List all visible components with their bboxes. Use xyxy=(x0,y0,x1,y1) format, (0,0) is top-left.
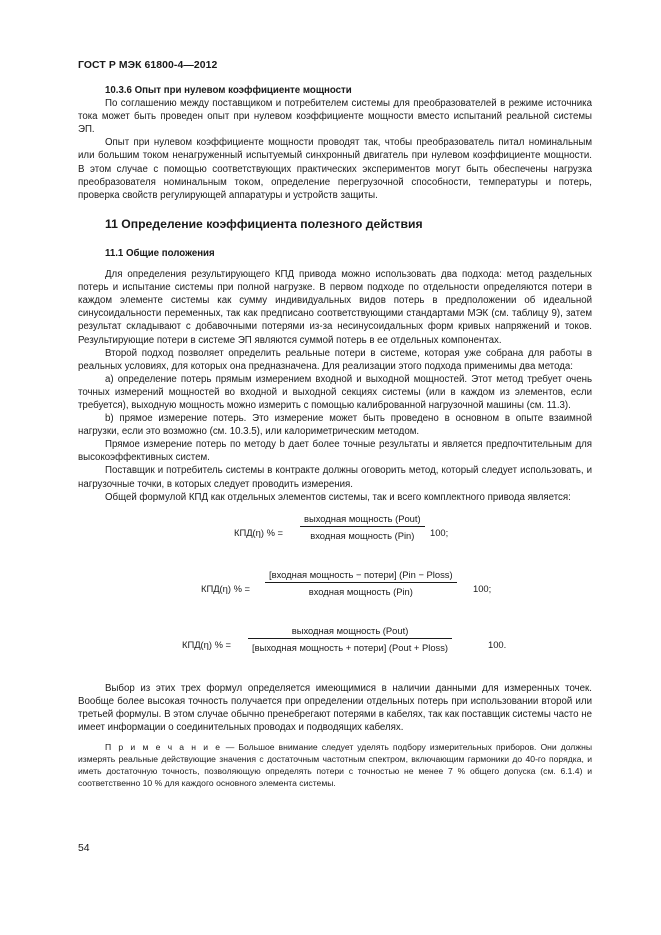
paragraph: Общей формулой КПД как отдельных элементов системы, так и всего комплектного привода является: xyxy=(105,491,571,503)
subsection-title-11-1: 11.1 Общие положения xyxy=(105,247,215,259)
formula-numerator: выходная мощность (Pout) xyxy=(248,624,452,639)
formula-numerator: выходная мощность (Pout) xyxy=(300,512,425,527)
paragraph: Прямое измерение потерь по методу b дает более точные результаты и является предпочтительным для высокоэффективных систем. xyxy=(78,439,592,464)
formula-fraction xyxy=(265,568,457,598)
list-item-b: b) прямое измерение потерь. Это измерение может быть проведено в основном в опыте взаимной нагрузки, если это возможно (см. 10.3.5), или калориметрическим методом. xyxy=(78,413,592,438)
formula-multiplier: 100; xyxy=(473,582,492,594)
paragraph: Выбор из этих трех формул определяется имеющимися в наличии данными для измеренных точек. Вообще более высокая точность получается при определении отдельных потерь при использовании второй или третьей формулы. В этом случае обычно пренебрегают потерями в кабелях, так как поставщик системы часто не имеет информации о соединительных проводах и подводящих кабелях. xyxy=(78,682,592,733)
note-text: — Большое внимание следует уделять подбору измерительных приборов. Они должны измерять реальные действующие значения с достаточным частотным спектром, включающим гармоники до 40-го порядка, и иметь достаточную точность, позволяющую определять потери с точностью не менее 7 % общего допуска (см. 6.1.4) и соответственно 10 % для каждого основного элемента системы. xyxy=(78,742,592,788)
paragraph: По соглашению между поставщиком и потребителем системы для преобразователей в режиме источника тока может быть проведен опыт при нулевом коэффициенте мощности вместо испытаний реальной системы ЭП. xyxy=(78,98,592,136)
formula-fraction xyxy=(300,512,425,542)
note-label: П р и м е ч а н и е xyxy=(105,742,222,753)
formula-numerator: [входная мощность − потери] (Pin − Ploss) xyxy=(265,568,457,583)
formula-3 xyxy=(78,624,592,668)
subsection-title-10-3-6: 10.3.6 Опыт при нулевом коэффициенте мощности xyxy=(105,85,352,96)
formula-lhs: КПД(η) % = xyxy=(201,582,251,594)
paragraph: Для определения результирующего КПД привода можно использовать два подхода: метод раздельных потерь и испытание системы при полной нагрузке. В первом подходе по отдельности определяются потери в каждом элементе системы как сумму индивидуальных видов потерь в предположении об идеальной синусоидальности переменных, так как предписано соответствующими стандартами МЭК (см. таблицу 9), затем результат складывают с добавочными потерями из-за несинусоидальных форм кривых напряжений и токов. Результирующие потери в системе ЭП являются суммой потерь в ее отдельных компонентах. xyxy=(78,269,592,346)
section-title-11: 11 Определение коэффициента полезного действия xyxy=(105,216,423,231)
paragraph: Второй подход позволяет определить реальные потери в системе, которая уже собрана для работы в реальных условиях, для которых она предназначена. Для реализации этого подхода применимы два метода: xyxy=(78,347,592,372)
formula-multiplier: 100; xyxy=(430,526,449,538)
page-number: 54 xyxy=(78,843,90,854)
formula-multiplier: 100. xyxy=(488,638,507,650)
formula-lhs: КПД(η) % = xyxy=(182,638,232,650)
formula-denominator: [выходная мощность + потери] (Pout + Ploss) xyxy=(252,641,449,653)
paragraph: Опыт при нулевом коэффициенте мощности проводят так, чтобы преобразователь питал номинальным или большим током ненагруженный испытуемый синхронный двигатель при нулевом коэффициенте мощности. В этом случае с помощью соответствующих практических экспериментов могут быть обеспечены нагрузка преобразователя номинальным током, определение перегрузочной способности, температуры и потерь, проверка свойств регулирующей аппаратуры и устройств защиты. xyxy=(78,137,592,201)
list-item-a: a) определение потерь прямым измерением входной и выходной мощностей. Этот метод требует очень точных измерений мощностей во входной и выходной секциях системы (или в каждом из элементов, если требуется), выходную мощность можно измерить с помощью калиброванной нагрузочной машины (см. 11.3). xyxy=(78,373,592,411)
formula-lhs: КПД(η) % = xyxy=(234,526,284,538)
note xyxy=(78,742,592,790)
formula-1 xyxy=(78,512,592,556)
formula-fraction xyxy=(248,624,452,654)
formula-2 xyxy=(78,568,592,612)
formula-denominator: входная мощность (Pin) xyxy=(310,529,415,541)
paragraph: Поставщик и потребитель системы в контракте должны оговорить метод, который следует использовать, и нагрузочные точки, в которых следует проводить измерения. xyxy=(78,465,592,490)
formula-denominator: входная мощность (Pin) xyxy=(308,585,413,597)
page-content xyxy=(78,84,592,790)
document-header: ГОСТ Р МЭК 61800-4—2012 xyxy=(78,60,218,71)
